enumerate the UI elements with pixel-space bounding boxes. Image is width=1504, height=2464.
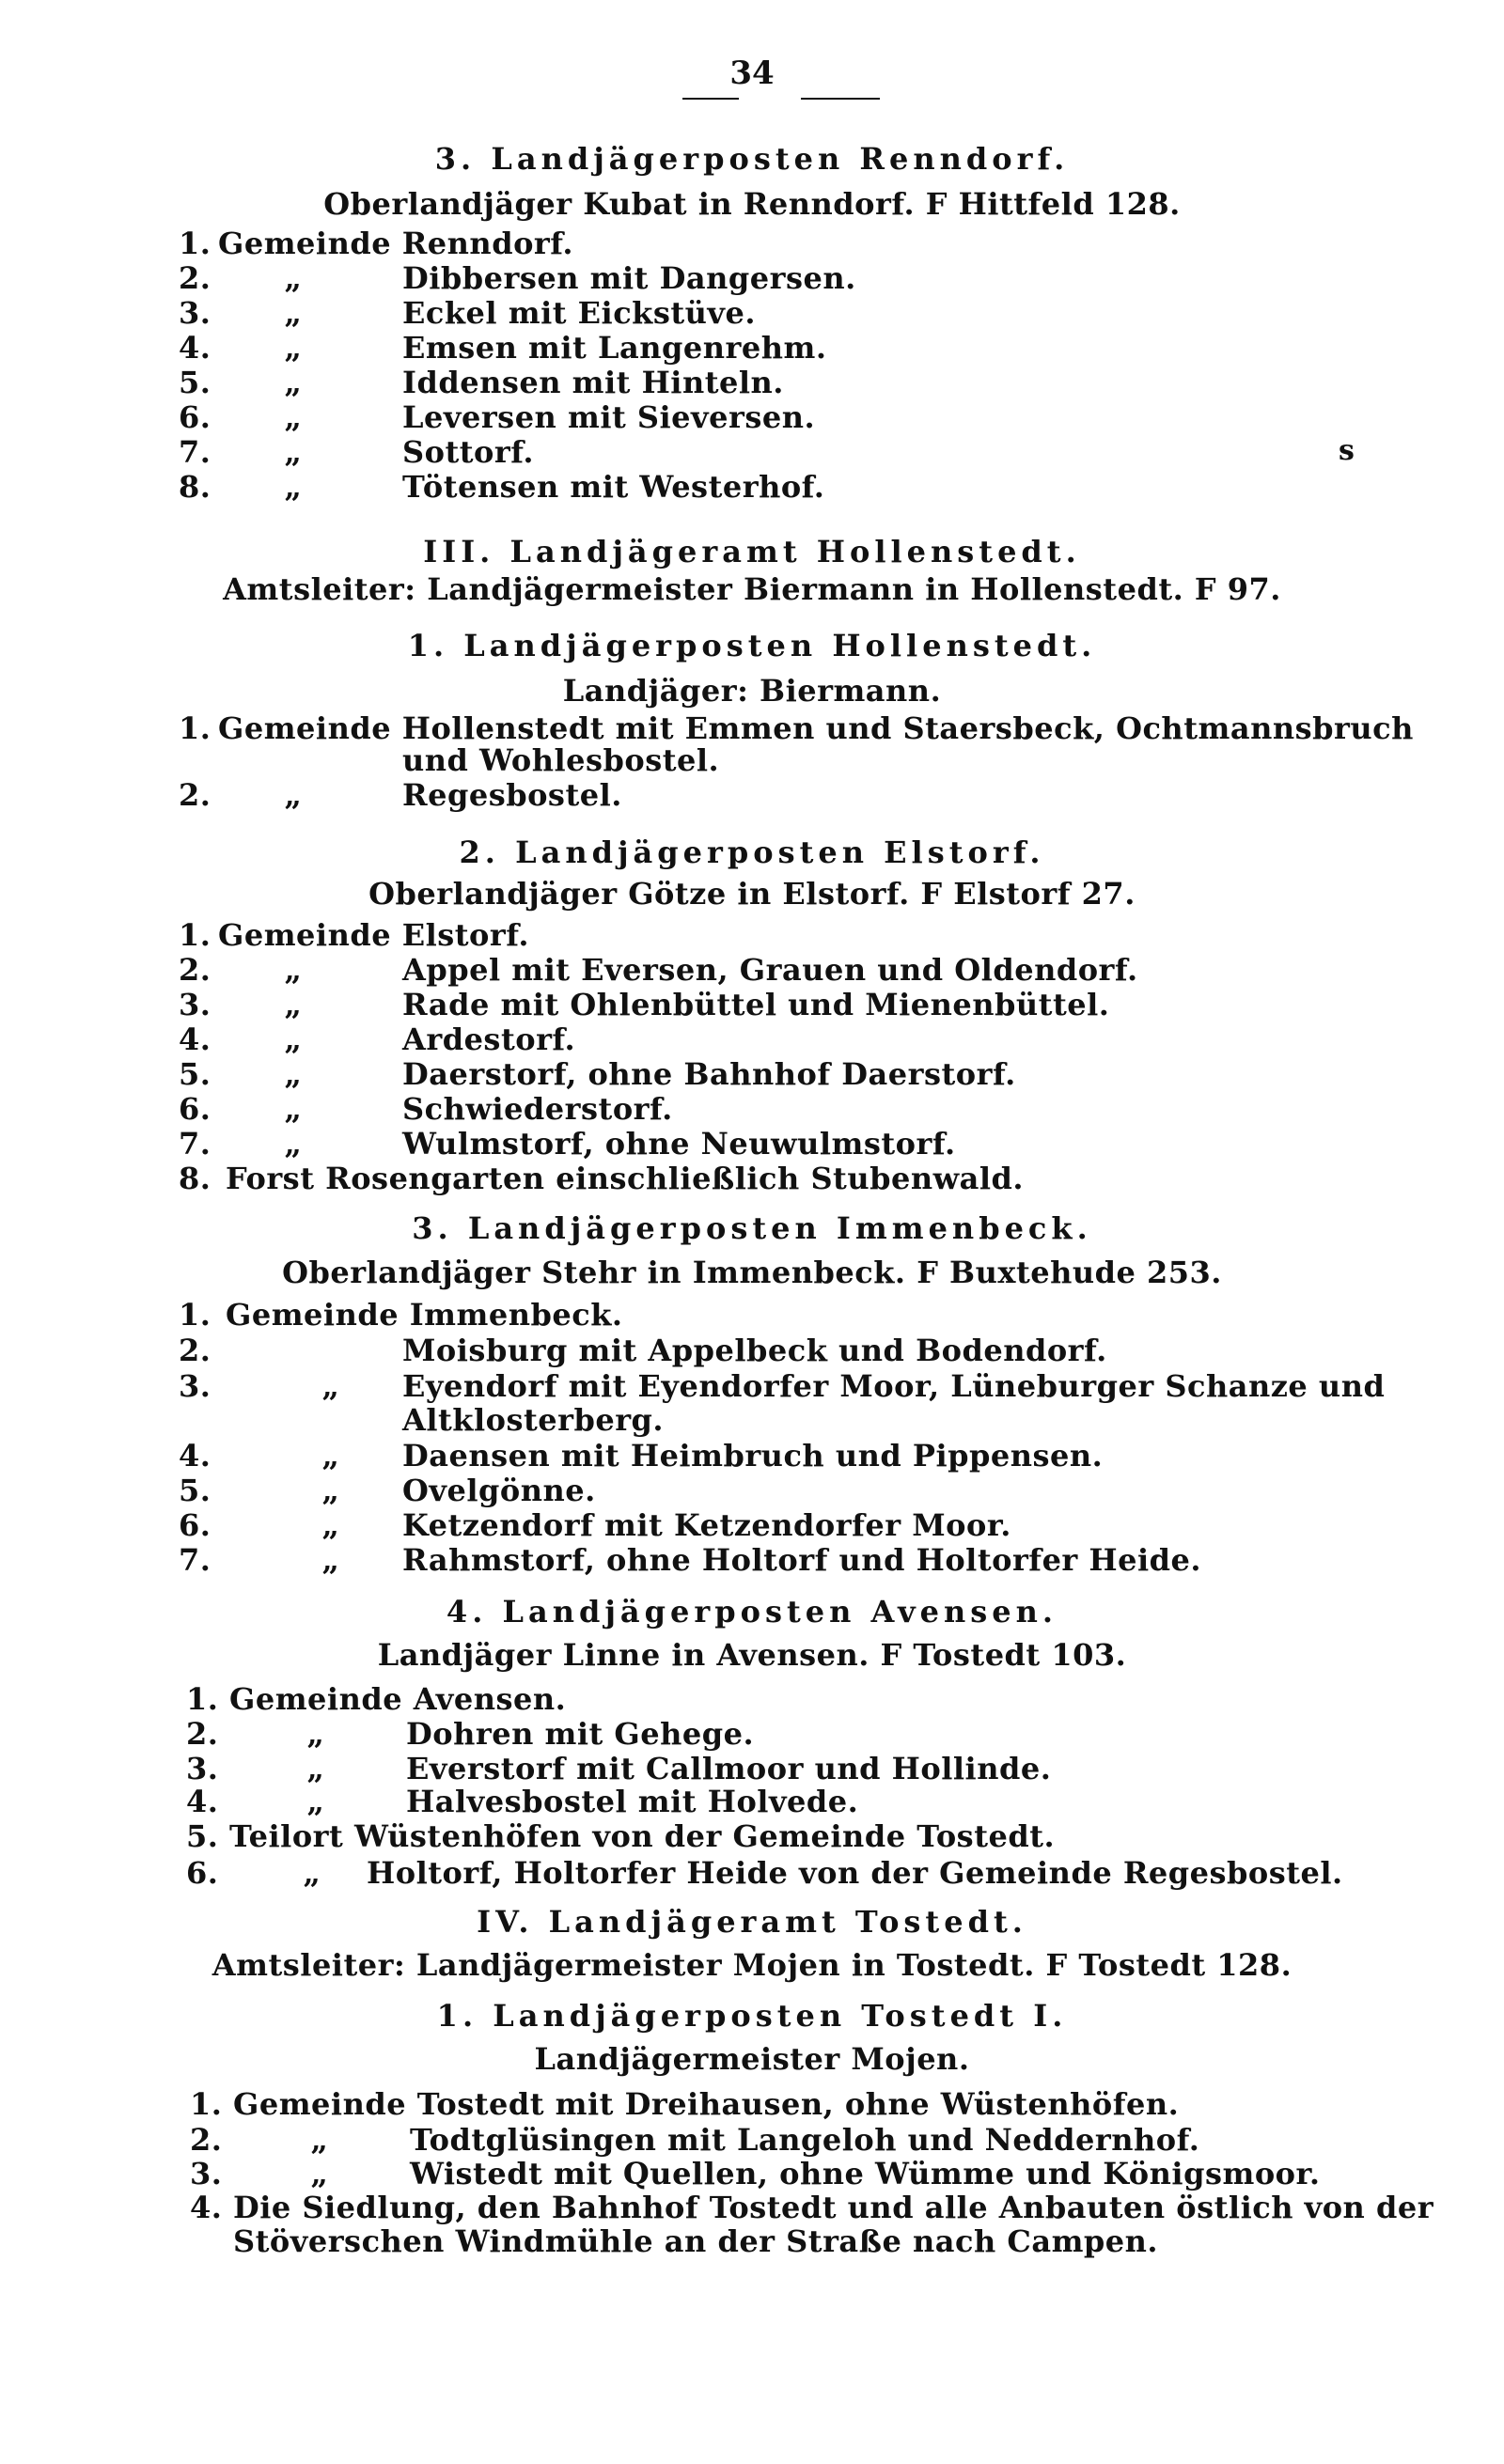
item-text: Leversen mit Sieversen. [402,399,816,435]
office-heading: IV. Landjägeramt Tostedt. [477,1904,1027,1940]
ditto-mark: „ [306,1716,325,1752]
item-number: 1. [179,1297,212,1333]
ditto-mark: „ [321,1473,340,1508]
item-text: Daerstorf, ohne Bahnhof Daerstorf. [402,1056,1016,1092]
officer-line: Landjäger Linne in Avensen. F Tostedt 103. [377,1637,1127,1673]
item-text: Appel mit Eversen, Grauen und Oldendorf. [402,952,1138,988]
item-text: Regesbostel. [402,777,622,813]
ditto-mark: „ [284,330,303,366]
item-number: 4. [190,2190,223,2225]
item-number: 1. [179,226,212,261]
item-number: 5. [179,1473,212,1508]
item-text: Rade mit Ohlenbüttel und Mienenbüttel. [402,987,1110,1022]
section-heading: 2. Landjägerposten Elstorf. [459,834,1045,870]
item-text: Schwiederstorf. [402,1091,673,1127]
item-number: 4. [179,1438,212,1474]
officer-line: Oberlandjäger Götze in Elstorf. F Elstorf 27. [368,876,1136,912]
item-number: 2. [179,777,212,813]
item-text: Stöverschen Windmühle an der Straße nach Campen. [233,2223,1159,2259]
ditto-mark: „ [284,952,303,988]
ditto-mark: „ [284,777,303,813]
page-number: 34 [729,55,775,92]
item-number: 3. [179,987,212,1022]
ditto-mark: „ [321,1542,340,1578]
item-text: Gemeinde Hollenstedt mit Emmen und Staersbeck, Ochtmannsbruch [218,710,1414,746]
item-number: 3. [190,2156,223,2191]
ditto-mark: „ [284,295,303,331]
item-text: Dibbersen mit Dangersen. [402,260,856,296]
item-number: 3. [179,295,212,331]
item-text: Dohren mit Gehege. [406,1716,755,1752]
ditto-mark: „ [284,469,303,505]
item-text: Eckel mit Eickstüve. [402,295,756,331]
item-text: Emsen mit Langenrehm. [402,330,827,366]
ditto-mark: „ [303,1855,321,1891]
item-number: 6. [179,1507,212,1543]
ditto-mark: „ [321,1507,340,1543]
item-number: 2. [179,1333,212,1368]
item-number: 2. [186,1716,219,1752]
item-number: 4. [179,1021,212,1057]
item-number: 1. [179,710,212,746]
item-number: 1. [190,2086,223,2122]
section-heading: 3. Landjägerposten Renndorf. [434,141,1070,177]
ditto-mark: „ [284,1126,303,1162]
item-number: 1. [179,917,212,953]
item-text: Rahmstorf, ohne Holtorf und Holtorfer Heide. [402,1542,1202,1578]
item-text: Moisburg mit Appelbeck und Bodendorf. [402,1333,1107,1368]
item-number: 5. [186,1818,219,1854]
item-text: Ovelgönne. [402,1473,596,1508]
item-number: 5. [179,365,212,400]
officer-line: Oberlandjäger Stehr in Immenbeck. F Buxtehude 253. [282,1255,1222,1290]
item-number: 2. [179,260,212,296]
item-text: Wulmstorf, ohne Neuwulmstorf. [402,1126,956,1162]
item-number: 6. [186,1855,219,1891]
page-number-rule-right [801,98,880,100]
item-number: 3. [179,1368,212,1404]
ditto-mark: „ [306,1784,325,1819]
item-text: Eyendorf mit Eyendorfer Moor, Lüneburger Schanze und [402,1368,1386,1404]
item-number: 2. [190,2122,223,2158]
ditto-mark: „ [321,1368,340,1404]
item-number: 6. [179,399,212,435]
ditto-mark: „ [321,1438,340,1474]
ditto-mark: „ [310,2122,329,2158]
item-text: Gemeinde Immenbeck. [226,1297,623,1333]
item-number: 1. [186,1681,219,1717]
item-text: Gemeinde Tostedt mit Dreihausen, ohne Wüstenhöfen. [233,2086,1180,2122]
item-text: Holtorf, Holtorfer Heide von der Gemeinde Regesbostel. [367,1855,1343,1891]
item-number: 8. [179,1161,212,1196]
ditto-mark: „ [284,260,303,296]
item-text: Todtglüsingen mit Langeloh und Neddernhof. [410,2122,1200,2158]
item-text: Gemeinde Renndorf. [218,226,574,261]
ditto-mark: „ [310,2156,329,2191]
item-text: Iddensen mit Hinteln. [402,365,784,400]
item-number: 5. [179,1056,212,1092]
item-text: Tötensen mit Westerhof. [402,469,825,505]
ditto-mark: „ [284,1056,303,1092]
section-heading: 1. Landjägerposten Tostedt I. [436,1998,1068,2034]
ditto-mark: „ [284,1021,303,1057]
officer-line: Landjäger: Biermann. [562,673,942,709]
item-number: 7. [179,434,212,470]
item-number: 7. [179,1126,212,1162]
item-number: 4. [186,1784,219,1819]
item-text: Forst Rosengarten einschließlich Stubenwald. [226,1161,1025,1196]
page-number-rule-left [682,98,739,100]
item-text: und Wohlesbostel. [402,742,720,778]
office-leader: Amtsleiter: Landjägermeister Mojen in Tostedt. F Tostedt 128. [212,1947,1292,1983]
item-text: Sottorf. [402,434,534,470]
item-number: 6. [179,1091,212,1127]
ditto-mark: „ [284,365,303,400]
item-text: Gemeinde Avensen. [229,1681,567,1717]
item-number: 8. [179,469,212,505]
item-number: 7. [179,1542,212,1578]
ditto-mark: „ [284,434,303,470]
section-heading: 1. Landjägerposten Hollenstedt. [407,628,1097,663]
ditto-mark: „ [284,987,303,1022]
officer-line: Oberlandjäger Kubat in Renndorf. F Hittfeld 128. [323,186,1181,222]
item-text: Ardestorf. [402,1021,576,1057]
ditto-mark: „ [306,1751,325,1786]
item-text: Teilort Wüstenhöfen von der Gemeinde Tostedt. [229,1818,1056,1854]
item-text: Die Siedlung, den Bahnhof Tostedt und alle Anbauten östlich von der [233,2190,1434,2225]
item-text: Halvesbostel mit Holvede. [406,1784,859,1819]
item-number: 4. [179,330,212,366]
item-text: Daensen mit Heimbruch und Pippensen. [402,1438,1104,1474]
section-heading: 4. Landjägerposten Avensen. [446,1594,1058,1630]
ditto-mark: „ [284,1091,303,1127]
item-text: Gemeinde Elstorf. [218,917,530,953]
margin-mark: s [1339,434,1355,467]
office-leader: Amtsleiter: Landjägermeister Biermann in Hollenstedt. F 97. [223,571,1281,607]
item-text: Everstorf mit Callmoor und Hollinde. [406,1751,1052,1786]
ditto-mark: „ [284,399,303,435]
item-number: 3. [186,1751,219,1786]
item-text: Wistedt mit Quellen, ohne Wümme und Königsmoor. [410,2156,1321,2191]
section-heading: 3. Landjägerposten Immenbeck. [412,1210,1092,1246]
officer-line: Landjägermeister Mojen. [534,2041,970,2077]
item-text: Ketzendorf mit Ketzendorfer Moor. [402,1507,1011,1543]
office-heading: III. Landjägeramt Hollenstedt. [423,534,1081,569]
item-text: Altklosterberg. [402,1402,665,1438]
item-number: 2. [179,952,212,988]
